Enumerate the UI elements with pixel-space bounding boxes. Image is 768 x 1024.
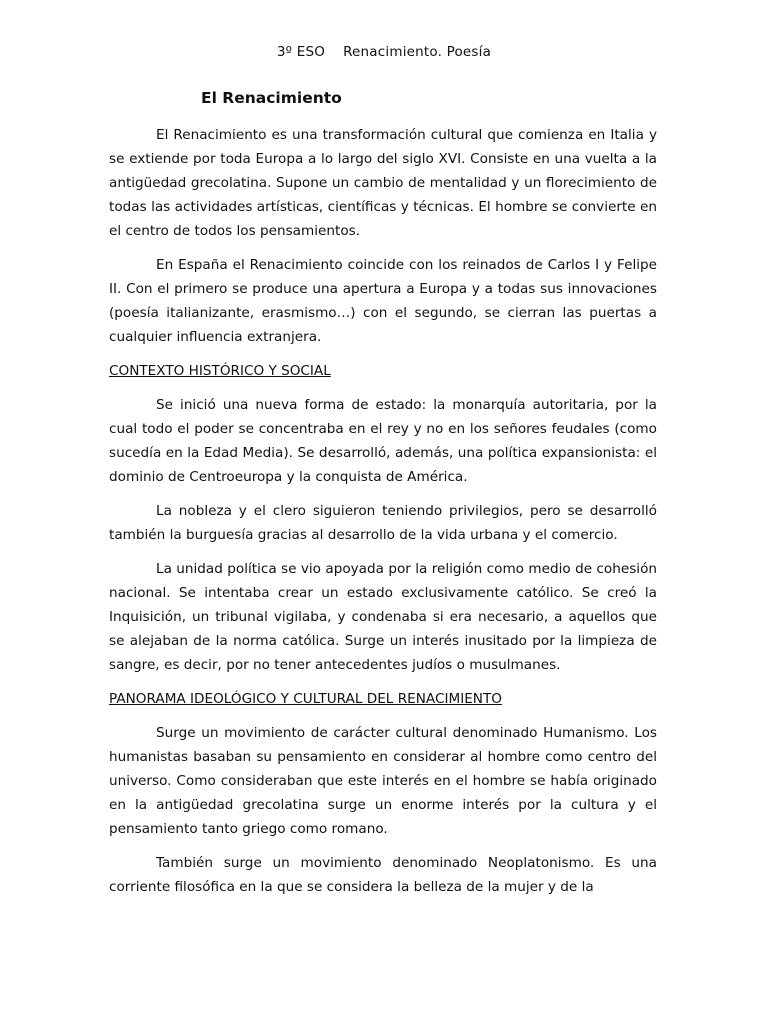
paragraph-neoplatonism: También surge un movimiento denominado Neoplatonismo. Es una corriente filosófica en la que se considera la belleza de la mujer y de la: [109, 855, 657, 895]
header-course: 3º ESO: [276, 44, 326, 60]
paragraph-nobility: La nobleza y el clero siguieron teniendo privilegios, pero se desarrolló también la burguesía gracias al desarrollo de la vida urbana y el comercio.: [109, 503, 657, 543]
paragraph-humanism: Surge un movimiento de carácter cultural denominado Humanismo. Los humanistas basaban su pensamiento en considerar al hombre como centro del universo. Como consideraban que este interés en el hombre se había originado en la antigüedad grecolatina surge un enorme interés por la cultura y el pensamiento tanto griego como romano.: [109, 725, 657, 837]
page-header: [0, 44, 768, 60]
document-title: El Renacimiento: [201, 89, 342, 107]
paragraph-intro: El Renacimiento es una transformación cultural que comienza en Italia y se extiende por toda Europa a lo largo del siglo XVI. Consiste en una vuelta a la antigüedad grecolatina. Supone un cambio de mentalidad y un florecimiento de todas las actividades artísticas, científicas y técnicas. El hombre se convierte en el centro de todos los pensamientos.: [109, 127, 657, 239]
document-body: [109, 123, 657, 909]
paragraph-monarchy: Se inició una nueva forma de estado: la monarquía autoritaria, por la cual todo el poder se concentraba en el rey y no en los señores feudales (como sucedía en la Edad Media). Se desarrolló, además, una política expansionista: el dominio de Centroeuropa y la conquista de América.: [109, 397, 657, 485]
paragraph-spain: En España el Renacimiento coincide con los reinados de Carlos I y Felipe II. Con el primero se produce una apertura a Europa y a todas sus innovaciones (poesía italianizante, erasmismo…) con el segundo, se cierran las puertas a cualquier influencia extranjera.: [109, 257, 657, 345]
section-heading-historical-context: CONTEXTO HISTÓRICO Y SOCIAL: [109, 363, 331, 379]
section-heading-ideological-panorama: PANORAMA IDEOLÓGICO Y CULTURAL DEL RENACIMIENTO: [109, 691, 502, 707]
header-topic: Renacimiento. Poesía: [343, 44, 492, 60]
paragraph-religion: La unidad política se vio apoyada por la religión como medio de cohesión nacional. Se intentaba crear un estado exclusivamente católico. Se creó la Inquisición, un tribunal vigilaba, y condenaba si era necesario, a aquellos que se alejaban de la norma católica. Surge un interés inusitado por la limpieza de sangre, es decir, por no tener antecedentes judíos o musulmanes.: [109, 561, 657, 673]
